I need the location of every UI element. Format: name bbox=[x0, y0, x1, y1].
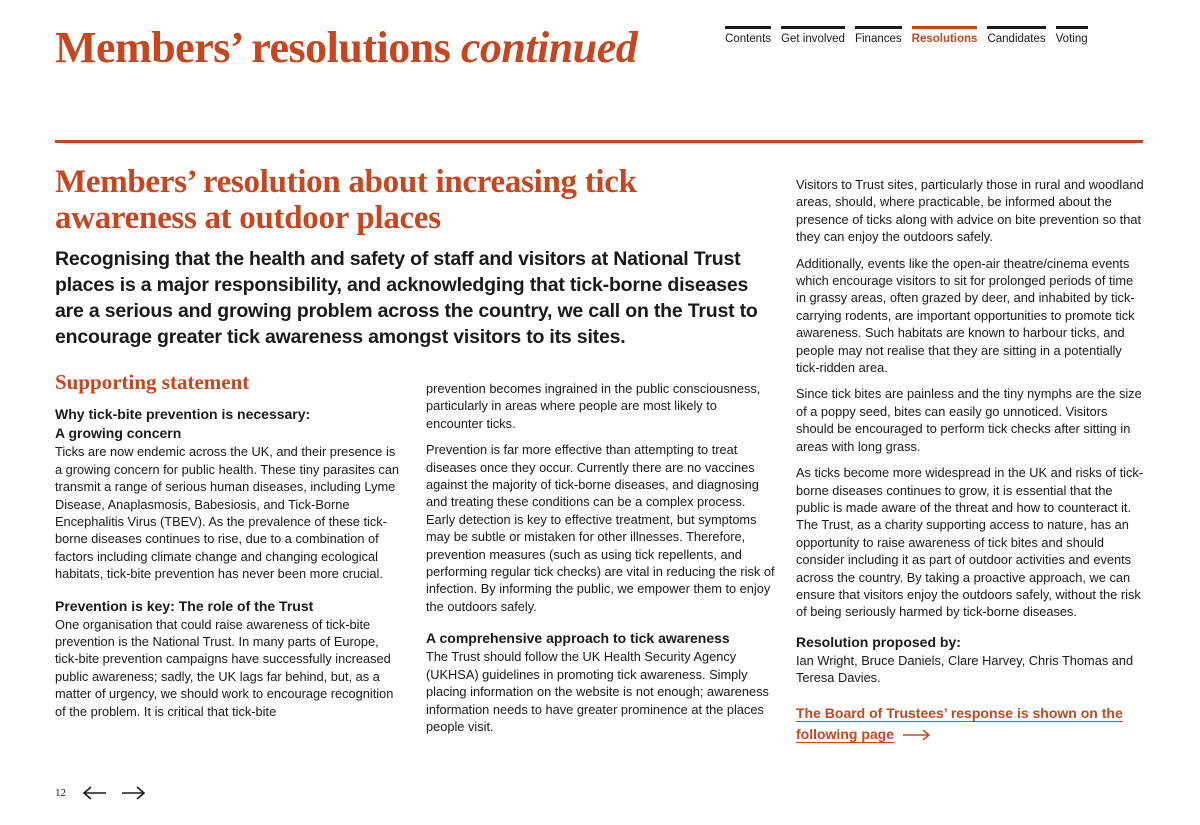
header-divider bbox=[55, 140, 1143, 143]
paragraph-visitors-informed: Visitors to Trust sites, particularly those in rural and woodland areas, should, where practicable, be informed about the presence of ticks along with advice on bite prevention so that they can enjoy the outdoors safely. bbox=[796, 177, 1144, 245]
nav-voting[interactable]: Voting bbox=[1056, 26, 1088, 45]
resolution-title: Members’ resolution about increasing tick awareness at outdoor places bbox=[55, 164, 637, 236]
page-footer bbox=[55, 785, 158, 801]
subheading-role-of-trust: Prevention is key: The role of the Trust bbox=[55, 597, 314, 614]
board-response-link[interactable]: The Board of Trustees’ response is shown on the following page bbox=[796, 704, 1123, 742]
paragraph-ukhsa-guidelines: The Trust should follow the UK Health Security Agency (UKHSA) guidelines in promoting tick awareness. Simply placing information on the website is not enough; awareness information needs to have greater prominence at the places people visit. bbox=[426, 649, 769, 734]
proposer-heading: Resolution proposed by: bbox=[796, 633, 961, 650]
arrow-right-icon bbox=[902, 729, 932, 741]
page-number: 12 bbox=[55, 787, 66, 799]
paragraph-organisation-awareness: One organisation that could raise awareness of tick-bite prevention is the National Trust. In many parts of Europe, tick-bite prevention campaigns have successfully increased public awareness; sadly, the UK lags far behind, but, as a matter of urgency, we should work to encourage recognition of the problem. It is critical that tick-bite bbox=[55, 616, 394, 719]
page-title bbox=[55, 22, 637, 73]
nav-contents[interactable]: Contents bbox=[725, 26, 771, 45]
page-title-italic: continued bbox=[460, 23, 638, 72]
paragraph-prevention-effective: Prevention is far more effective than attempting to treat diseases once they occur. Currently there are no vaccines against the majority of tick-borne diseases, and diagnosing and treating these conditions can be a complex process. Early detection is key to effective treatment, but symptoms may be subtle or mistaken for other illnesses. Therefore, prevention measures (such as using tick repellents, and performing regular tick checks) are vital in reducing the risk of infection. By informing the public, we empower them to enjoy the outdoors safely. bbox=[426, 442, 775, 614]
nav-candidates[interactable]: Candidates bbox=[987, 26, 1045, 45]
paragraph-ticks-endemic: Ticks are now endemic across the UK, and their presence is a growing concern for public health. These tiny parasites can transmit a range of serious human diseases, including Lyme Disease, Anaplasmosis, Babesiosis, and Tick-Borne Encephalitis Virus (TBEV). As the prevalence of these tick-borne diseases continues to rise, due to a combination of factors including climate change and changing ecological habitats, tick-bite prevention has never been more crucial. bbox=[55, 444, 400, 582]
nav-resolutions[interactable]: Resolutions bbox=[912, 26, 978, 45]
subheading-comprehensive-approach: A comprehensive approach to tick awareness bbox=[426, 630, 730, 647]
supporting-statement-heading: Supporting statement bbox=[55, 370, 250, 394]
paragraph-ticks-widespread: As ticks become more widespread in the UK and risks of tick-borne diseases continues to grow, it is essential that the public is made aware of the threat and how to counteract it. The Trust, as a charity supporting access to nature, has an opportunity to raise awareness of tick bites and should consider including it as part of outdoor activities and events across the country. By taking a proactive approach, we can ensure that visitors enjoy the outdoors safely, without the risk of being seriously harmed by tick-borne diseases. bbox=[796, 465, 1144, 620]
subheading-why-prevention: Why tick-bite prevention is necessary: bbox=[55, 406, 311, 423]
column-left bbox=[55, 370, 403, 729]
proposer-names: Ian Wright, Bruce Daniels, Clare Harvey, Chris Thomas and Teresa Davies. bbox=[796, 652, 1134, 686]
subheading-growing-concern: A growing concern bbox=[55, 425, 182, 442]
paragraph-tick-bites-painless: Since tick bites are painless and the tiny nymphs are the size of a poppy seed, bites can easily go unnoticed. Visitors should be encouraged to perform tick checks after sitting in areas with long grass. bbox=[796, 386, 1142, 454]
paragraph-open-air-events: Additionally, events like the open-air theatre/cinema events which encourage visitors to sit for prolonged periods of time in grassy areas, often grazed by deer, and inhabited by tick-carrying rodents, are important opportunities to promote tick awareness. Such habitats are known to harbour ticks, and people may not realise that they are sitting in a potentially tick-ridden area. bbox=[796, 255, 1135, 376]
resolution-intro: Recognising that the health and safety of staff and visitors at National Trust places is a major responsibility, and acknowledging that tick-borne diseases are a serious and growing problem across the country, we call on the Trust to encourage greater tick awareness amongst visitors to its sites. bbox=[55, 248, 758, 348]
nav-get-involved[interactable]: Get involved bbox=[781, 26, 845, 45]
column-right bbox=[796, 176, 1144, 745]
previous-page-arrow-icon[interactable] bbox=[82, 785, 108, 801]
top-nav bbox=[725, 26, 1098, 45]
nav-finances[interactable]: Finances bbox=[855, 26, 902, 45]
next-page-arrow-icon[interactable] bbox=[120, 785, 146, 801]
paragraph-public-consciousness: prevention becomes ingrained in the public consciousness, particularly in areas where people are most likely to encounter ticks. bbox=[426, 381, 761, 431]
column-middle bbox=[426, 380, 776, 744]
board-response-link-wrapper bbox=[796, 703, 1126, 745]
page-title-main: Members’ resolutions bbox=[55, 23, 461, 72]
